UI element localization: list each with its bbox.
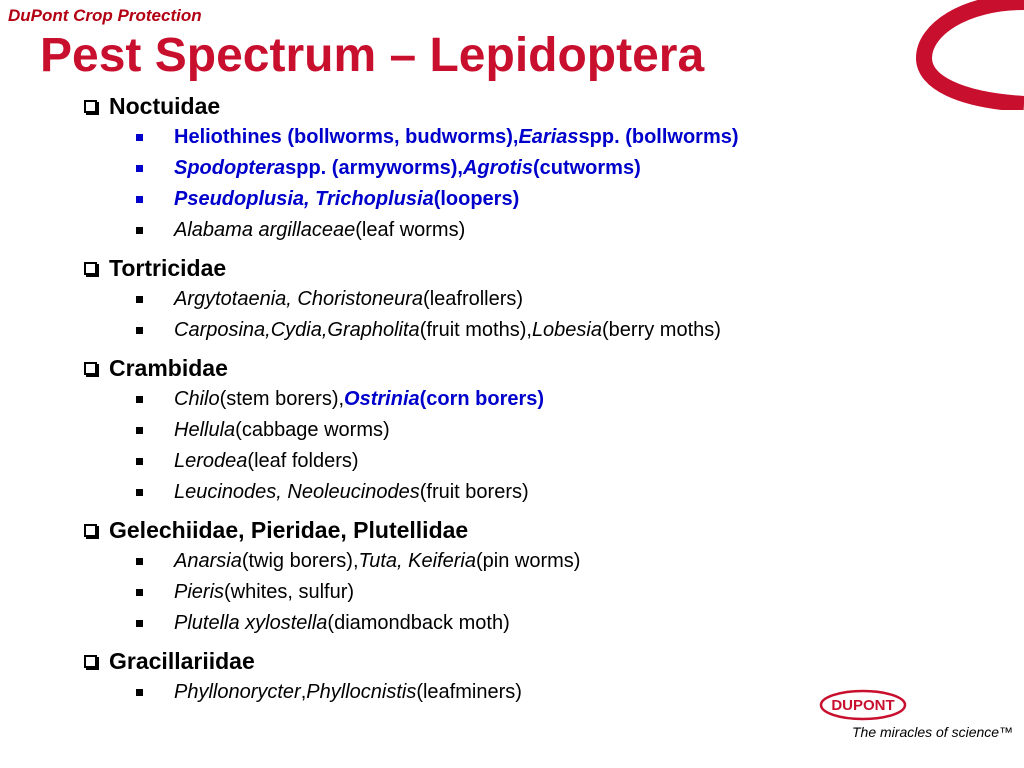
group-heading bbox=[84, 352, 984, 384]
square-bullet-icon bbox=[136, 165, 143, 172]
item-text: (leaf worms) bbox=[355, 219, 466, 241]
item-text: spp. (armyworms), bbox=[285, 157, 463, 179]
group-heading-label: Gracillariidae bbox=[109, 647, 255, 674]
square-bullet-icon bbox=[136, 227, 143, 234]
square-bullet-icon bbox=[136, 558, 143, 565]
list-item bbox=[84, 384, 984, 415]
item-text: Leucinodes, Neoleucinodes bbox=[174, 481, 420, 503]
tagline: The miracles of science™ bbox=[852, 724, 1014, 740]
dupont-logo bbox=[818, 688, 908, 722]
list-item bbox=[84, 546, 984, 577]
square-bullet-icon bbox=[136, 327, 143, 334]
item-text: Spodoptera bbox=[174, 157, 286, 179]
checkbox-bullet-icon bbox=[84, 524, 97, 537]
group-heading-label: Noctuidae bbox=[109, 92, 221, 119]
item-text: Plutella xylostella bbox=[174, 612, 328, 634]
item-text: Tuta, Keiferia bbox=[358, 550, 476, 572]
group-heading bbox=[84, 90, 984, 122]
item-text: Chilo bbox=[174, 388, 220, 410]
item-text: Lobesia bbox=[531, 319, 602, 341]
group-heading-label: Tortricidae bbox=[109, 254, 227, 281]
brand-label: DuPont Crop Protection bbox=[8, 6, 202, 25]
item-text: (cutworms) bbox=[532, 157, 641, 179]
list-item bbox=[84, 153, 984, 184]
square-bullet-icon bbox=[136, 589, 143, 596]
item-text: Earias bbox=[518, 126, 579, 148]
item-text: (leaf folders) bbox=[247, 450, 359, 472]
list-item bbox=[84, 577, 984, 608]
item-text: spp. (bollworms) bbox=[578, 126, 739, 148]
checkbox-bullet-icon bbox=[84, 262, 97, 275]
item-text: Argytotaenia, Choristoneura bbox=[174, 288, 424, 310]
square-bullet-icon bbox=[136, 396, 143, 403]
item-text: Pseudoplusia, Trichoplusia bbox=[174, 188, 434, 210]
item-text: (fruit moths), bbox=[419, 319, 532, 341]
list-item bbox=[84, 284, 984, 315]
checkbox-bullet-icon bbox=[84, 655, 97, 668]
item-text: Pieris bbox=[174, 581, 225, 603]
item-text: Agrotis bbox=[462, 157, 533, 179]
item-text: (leafminers) bbox=[416, 681, 522, 703]
list-item bbox=[84, 215, 984, 246]
square-bullet-icon bbox=[136, 134, 143, 141]
item-text: Carposina,Cydia,Grapholita bbox=[174, 319, 420, 341]
item-text: Heliothines (bollworms, budworms), bbox=[174, 126, 519, 148]
square-bullet-icon bbox=[136, 620, 143, 627]
checkbox-bullet-icon bbox=[84, 362, 97, 375]
item-text: Ostrinia bbox=[344, 388, 420, 410]
item-text: Anarsia bbox=[174, 550, 242, 572]
item-text: (cabbage worms) bbox=[235, 419, 390, 441]
square-bullet-icon bbox=[136, 296, 143, 303]
item-text: (leafrollers) bbox=[423, 288, 524, 310]
item-text: , bbox=[300, 681, 307, 703]
square-bullet-icon bbox=[136, 427, 143, 434]
item-text: (twig borers), bbox=[241, 550, 359, 572]
item-text: (pin worms) bbox=[475, 550, 581, 572]
pest-outline bbox=[84, 90, 984, 714]
item-text: Lerodea bbox=[174, 450, 248, 472]
list-item bbox=[84, 415, 984, 446]
group-tortricidae bbox=[84, 252, 984, 346]
item-text: (corn borers) bbox=[419, 388, 545, 410]
list-item bbox=[84, 122, 984, 153]
group-crambidae bbox=[84, 352, 984, 508]
square-bullet-icon bbox=[136, 689, 143, 696]
item-text: Phyllonorycter bbox=[174, 681, 301, 703]
group-heading bbox=[84, 252, 984, 284]
square-bullet-icon bbox=[136, 458, 143, 465]
list-item bbox=[84, 184, 984, 215]
svg-text:DUPONT: DUPONT bbox=[831, 697, 895, 714]
list-item bbox=[84, 477, 984, 508]
group-heading-label: Gelechiidae, Pieridae, Plutellidae bbox=[109, 516, 469, 543]
square-bullet-icon bbox=[136, 489, 143, 496]
checkbox-bullet-icon bbox=[84, 100, 97, 113]
list-item bbox=[84, 446, 984, 477]
item-text: Alabama argillaceae bbox=[174, 219, 356, 241]
item-text: Phyllocnistis bbox=[306, 681, 417, 703]
square-bullet-icon bbox=[136, 196, 143, 203]
item-text: (stem borers), bbox=[219, 388, 345, 410]
group-noctuidae bbox=[84, 90, 984, 246]
item-text: (berry moths) bbox=[602, 319, 721, 341]
item-text: (fruit borers) bbox=[419, 481, 529, 503]
item-text: (whites, sulfur) bbox=[224, 581, 355, 603]
group-heading bbox=[84, 645, 984, 677]
item-text: (diamondback moth) bbox=[327, 612, 510, 634]
item-text: (loopers) bbox=[433, 188, 520, 210]
list-item bbox=[84, 315, 984, 346]
group-gelechiidae bbox=[84, 514, 984, 639]
item-text: Hellula bbox=[174, 419, 236, 441]
group-heading-label: Crambidae bbox=[109, 354, 228, 381]
group-heading bbox=[84, 514, 984, 546]
list-item bbox=[84, 608, 984, 639]
page-title: Pest Spectrum – Lepidoptera bbox=[40, 29, 705, 82]
